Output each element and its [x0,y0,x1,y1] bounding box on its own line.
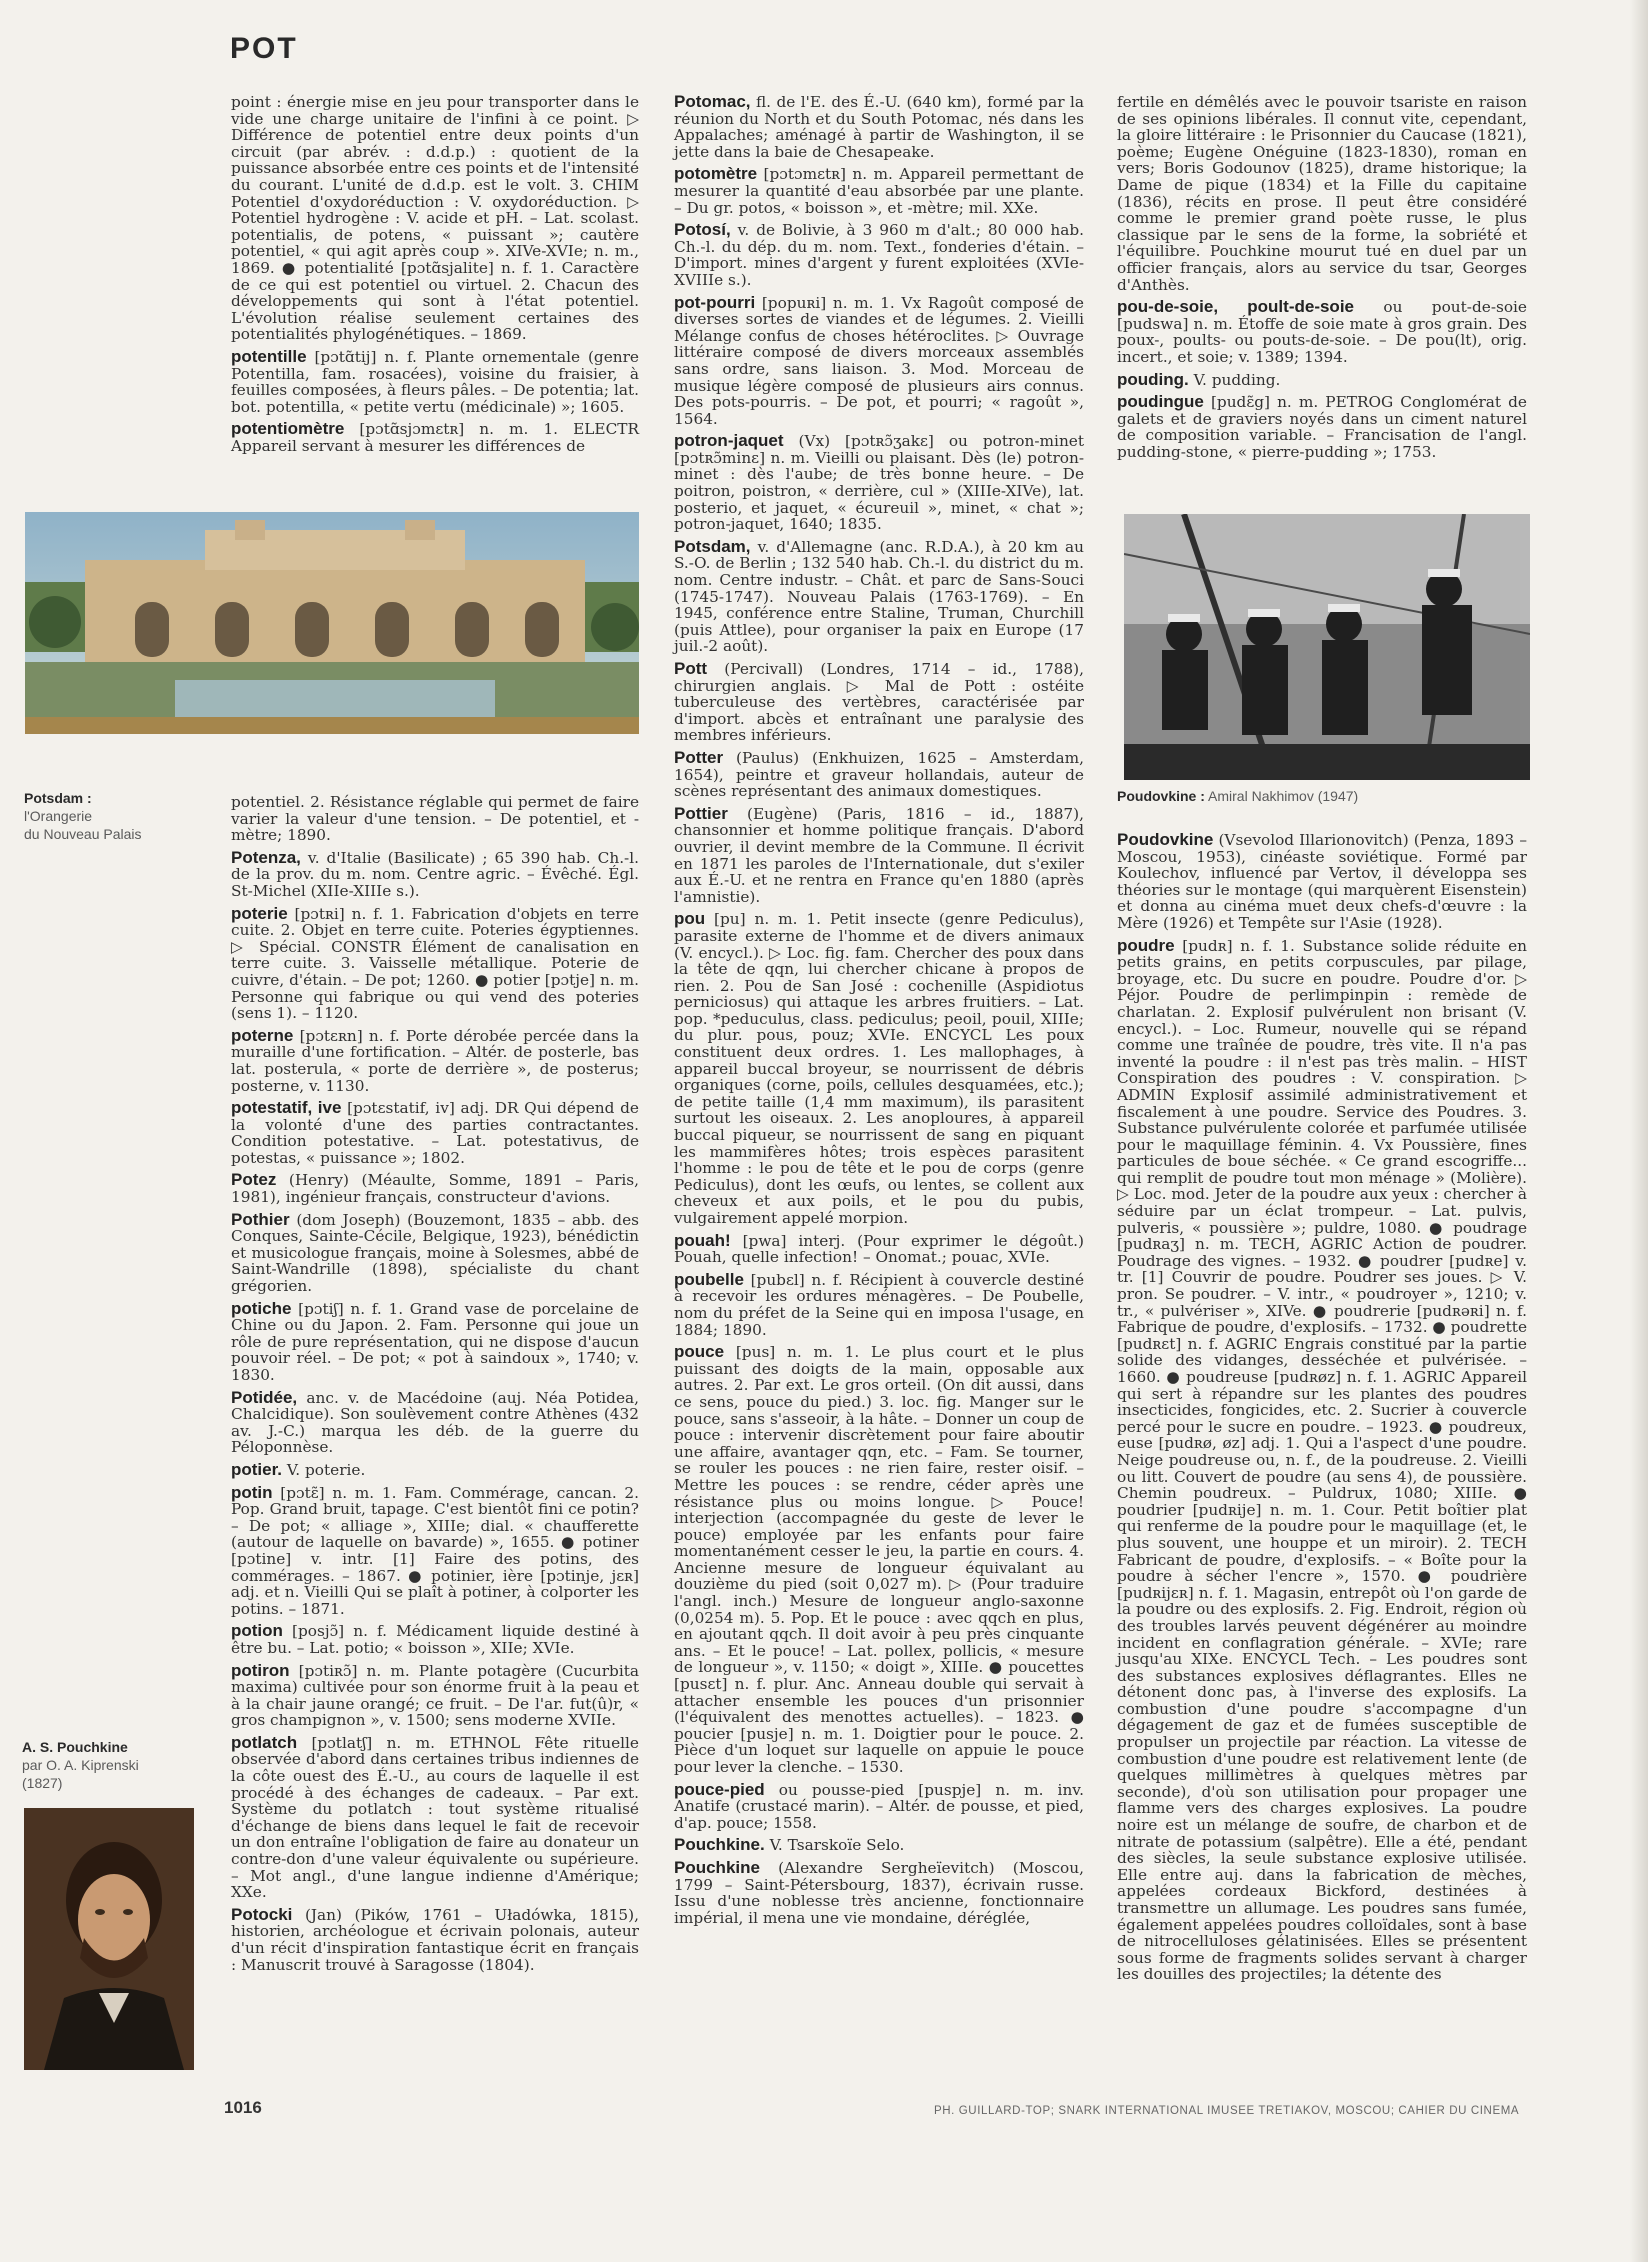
headword: Potocki [231,1904,293,1924]
definition: [pɔtiʃ] n. f. 1. Grand vase de porcelaine de Chine ou du Japon. 2. Fam. Personne qui joue un rôle de pure représentation, qui ne dispose d'aucun pouvoir réel. – De pot; « pot à saindoux », 1740; v. 1830. [231,1299,639,1384]
entry [674,1269,1084,1339]
column-1-bottom [231,794,639,1979]
headword: Pottier [674,803,728,823]
definition: [pɔtɛʀn] n. f. Porte dérobée percée dans la muraille d'une fortification. – Altér. de posterle, bas lat. posterula, « porte de derrière », de posterus; posterne, v. 1130. [231,1026,639,1095]
headword: Potsdam, [674,536,751,556]
definition: (Jan) (Pików, 1761 – Uładówka, 1815), historien, archéologue et écrivain polonais, auteur d'un récit d'inspiration fantastique écrit en français : Manuscrit trouvé à Saragosse (1804). [231,1905,639,1974]
definition: (Vx) [pɔtʀɔ̃ʒakɛ] ou potron-minet [pɔtʀɔ̃minɛ] n. m. Vieilli ou plaisant. Dès (le) potron-minet : dès l'aube; de très bonne heure. – De poitron, poistron, « derrière, cul » (XIIIe-XIVe), lat. posterio, et jaquet, « écureuil », minet, « chat »; potron-jaquet, 1640; 1835. [674,432,1084,534]
headword: potestatif, ive [231,1098,342,1118]
headword: potentiomètre [231,419,345,439]
entry [674,292,1084,428]
entry [1117,369,1527,389]
entry [674,166,1084,216]
entry [231,1387,639,1457]
headword: potiche [231,1298,292,1318]
entry [674,803,1084,906]
definition: [pɔtɔmɛtʀ] n. m. Appareil permettant de mesurer la quantité d'eau absorbée par une plante. – Du gr. potos, « boisson », et -mètre; mil. XXe. [674,165,1084,217]
caption-line: l'Orangerie [24,808,93,824]
entry [674,94,1084,160]
entry [231,346,639,416]
poudovkine-film-still [1124,514,1530,780]
definition: V. pudding. [1193,370,1281,389]
entry [231,1100,639,1166]
headword: pot-pourri [674,292,756,312]
definition: v. d'Allemagne (anc. R.D.A.), à 20 km au S.-O. de Berlin ; 132 540 hab. Ch.-l. du district du m. nom. Centre industr. – Chât. et parc de Sans-Souci (1745-1747). Nouveau Palais (1763-1769). – En 1945, conférence entre Staline, Truman, Churchill (puis Attlee), pour organiser la paix en Europe (17 juil.-2 août). [674,537,1084,656]
headword: potiron [231,1660,290,1680]
definition: [pɔtiʀɔ̃] n. m. Plante potagère (Cucurbita maxima) cultivée pour son énorme fruit à la peau et à la chair jaune orangé; ce fruit. – De l'ar. fut(û)r, « gros champignon », v. 1500; sens moderne XVIIe. [231,1661,639,1730]
entry [1117,394,1527,460]
definition: (Percivall) (Londres, 1714 – id., 1788), chirurgien anglais. ▷ Mal de Pott : ostéite tuberculeuse des vertèbres, caractérisée par d'import. abcès et entraînant une paralysie des membres inférieurs. [674,660,1084,745]
definition: [pɔtɛstatif, iv] adj. DR Qui dépend de la volonté d'une des parties contractantes. Condition potestative. – Lat. potestativus, de potestas, « puissance »; 1802. [231,1099,639,1167]
definition: ou pousse-pied [puspje] n. m. inv. Anatife (crustacé marin). – Altér. de pousse, et pied, d'ap. pouce; 1558. [674,1780,1084,1832]
headword: Potosí, [674,220,731,240]
headword: Pouchkine [674,1857,760,1877]
entry [231,1904,639,1974]
definition: V. Tsarskoïe Selo. [769,1836,905,1855]
pouchkine-caption [22,1738,222,1792]
definition: [pudɛ̃g] n. m. PETROG Conglomérat de galets et de graviers noyés dans un ciment naturel de composition variable. – Francisation de l'angl. pudding-stone, « pierre-pudding »; 1753. [1117,393,1527,461]
headword: poudingue [1117,392,1204,412]
entry [231,903,639,1023]
entry [231,1623,639,1656]
photo-credits: PH. GUILLARD-TOP; SNARK INTERNATIONAL IMUSEE TRETIAKOV, MOSCOU; CAHIER DU CINEMA [934,2105,1520,2117]
entry [674,1837,1084,1854]
headword: potentille [231,346,307,366]
headword: potier. [231,1459,283,1479]
entry [674,661,1084,744]
entry [674,222,1084,288]
column-1-top [231,94,639,460]
definition: [pus] n. m. 1. Le plus court et le plus puissant des doigts de la main, opposable aux autres. 2. Par ext. Le gros orteil. (On dit aussi, dans ce sens, pouce du pied.) 3. loc. fig. Manger sur le pouce, sans s'asseoir, à la hâte. – Donner un coup de pouce : intervenir discrètement pour faire aboutir une affaire, avantager qqn, etc. – Fam. Se tourner, se rouler les pouces : ne rien faire, rester oisif. – Mettre les pouces : se rendre, céder après une résistance plus ou moins longue. ▷ Pouce! interjection (accompagnée du geste de lever le pouce) employée par les enfants pour faire momentanément cesser le jeu, la partie en cours. 4. Ancienne mesure de longueur équivalant au douzième du pied (soit 0,027 m). ▷ (Pour traduire l'angl. inch.) Mesure de longueur anglo-saxonne (0,0254 m). 5. Pop. Et le pouce : avec qqch en plus, en ajoutant qqch. Il doit avoir à peu près cinquante ans. – Et le pouce! – Lat. pollex, pollicis, « mesure de longueur », v. 1150; « doigt », XIIIe. ● poucettes [pusɛt] n. f. plur. Anc. Anneau double qui servait à attacher ensemble les pouces d'un prisonnier (l'équivalent des menottes actuelles). – 1823. ● poucier [pusje] n. m. 1. Doigtier pour le pouce. 2. Pièce d'un loquet sur laquelle on appuie le pouce pour lever la clenche. – 1530. [674,1343,1084,1776]
headword: Potomac, [674,92,751,111]
running-head: POT [230,32,298,65]
definition: V. poterie. [286,1460,366,1479]
definition: [pudʀ] n. f. 1. Substance solide réduite en petits grains, en petits corpuscules, par pilage, broyage, etc. Du sucre en poudre. Poudre d'or. ▷ Péjor. Poudre de perlimpinpin : remède de charlatan. 2. Explosif pulvérulent non brisant (V. encycl.). – Loc. Rumeur, nouvelle qui se répand comme une traînée de poudre, très vite. Il n'a pas inventé la poudre : il n'est pas très malin. – HIST Conspiration des poudres : V. conspiration. ▷ ADMIN Explosif assimilé administrativement et fiscalement à une poudre. Service des Poudres. 3. Substance pulvérulente colorée et parfumée utilisée pour le maquillage féminin. 4. Vx Poussière, fines particules de boue séchée. « Ce grand escogriffe... qui remplit de poudre tout mon ménage » (Molière). ▷ Loc. mod. Jeter de la poudre aux yeux : chercher à séduire par un éclat trompeur. – Lat. pulvis, pulveris, « poussière »; puldre, 1080. ● poudrage [pudʀaʒ] n. m. TECH, AGRIC Action de poudrer. Poudrage des vignes. – 1932. ● poudrer [pudʀe] v. tr. [1] Couvrir de poudre. Poudrer ses joues. ▷ V. pron. Se poudrer. – V. intr., « poudroyer », 1210; v. tr., « pulvériser », XIVe. ● poudrerie [pudʀəʀi] n. f. Fabrique de poudre, d'explosifs. – 1732. ● poudrette [pudʀɛt] n. f. AGRIC Engrais constitué par la partie solide des vidanges, desséchée et pulvérisée. – 1660. ● poudreuse [pudʀøz] n. f. 1. AGRIC Appareil qui sert à répandre sur les plantes des poudres insecticides, fongicides, etc. 2. Sucrier à couvercle percé pour le sucre en poudre. – 1923. ● poudreux, euse [pudʀø, øz] adj. 1. Qui a l'aspect d'une poudre. Neige poudreuse ou, n. f., de la poudreuse. 2. Vieilli ou litt. Couvert de poudre (au sens 4), de poussière. Chemin poudreux. – Puldrux, 1080; XIIIe. ● poudrier [pudʀije] n. m. 1. Cour. Petit boîtier plat qui renferme de la poudre pour le maquillage (et, le plus souvent, une houppe et un miroir). 2. TECH Fabricant de poudre, d'explosifs. – « Boîte pour la poudre à sécher l'encre », 1570. ● poudrière [pudʀijɛʀ] n. f. 1. Magasin, entrepôt où l'on garde de la poudre ou des explosifs. 2. Fig. Endroit, région où des troubles larvés peuvent dégénérer au moindre incident en conflagration générale. – XVIe; rare jusqu'au XIXe. ENCYCL Tech. – Les poudres sont des substances explosives déflagrantes. Elles ne détonent donc pas, à l'inverse des explosifs. La combustion d'une poudre s'accompagne d'un dégagement de gaz et de fumées susceptible de propulser un projectile par réaction. La vitesse de combustion d'une poudre est relativement lente (de quelques millimètres à quelques mètres par seconde), d'où son utilisation pour propager une flamme vers des charges explosives. La poudre noire est un mélange de soufre, de charbon et de nitrate de potassium (salpêtre). Elle a été, pendant des siècles, la seule substance explosive utilisée. Elle entre auj. dans la fabrication de mèches, appelées cordeaux Bickford, destinées à transmettre un allumage. Les poudres sans fumée, également appelées poudres colloïdales, sont à base de nitrocelluloses gélatinisées. Elles se présentent sous forme de fragments solides servant à charger les douilles des projectiles; la détente des [1117,936,1527,1984]
entry [1117,832,1527,932]
definition: [pɔtlatʃ] n. m. ETHNOL Fête rituelle observée d'abord dans certaines tribus indiennes de la côte ouest des É.-U., au cours de laquelle il est procédé à des échanges de cadeaux. – Par ext. Système du potlatch : tout système ritualisé d'échange de biens dans lequel le fait de recevoir un don entraîne l'obligation de faire au donateur un contre-don d'une valeur équivalente ou supérieure. – Mot angl., d'une langue indienne d'Amérique; XXe. [231,1733,639,1902]
headword: pouah! [674,1230,731,1250]
entry [231,794,639,844]
column-3-bottom [1117,832,1527,1989]
headword: Pott [674,659,708,678]
caption-line: (1827) [22,1775,63,1791]
headword: Poudovkine [1117,830,1214,849]
entry [231,1298,639,1384]
definition: [posjɔ̃] n. f. Médicament liquide destiné à être bu. – Lat. potio; « boisson », XIIe; XVIe. [231,1622,639,1657]
pouchkine-portrait [24,1808,194,2070]
headword: Potenza, [231,847,301,867]
entry [231,1459,639,1479]
headword: poubelle [674,1269,744,1289]
entry [1117,935,1527,1984]
headword: potin [231,1482,273,1502]
definition: (Paulus) (Enkhuizen, 1625 – Amsterdam, 1654), peintre et graveur hollandais, auteur de scènes représentant des animaux domestiques. [674,748,1084,801]
entry [674,911,1084,1226]
entry [674,1779,1084,1832]
entry [231,1482,639,1618]
definition: [pubɛl] n. f. Récipient à couvercle destiné à recevoir les ordures ménagères. – De Poubelle, nom du préfet de la Seine qui en imposa l'usage, en 1884; 1890. [674,1270,1084,1339]
definition: [pu] n. m. 1. Petit insecte (genre Pediculus), parasite externe de l'homme et de divers animaux (V. encycl.). ▷ Loc. fig. fam. Chercher des poux dans la tête de qqn, lui chercher chicane à propos de rien. 2. Pou de San José : cochenille (Aspidiotus perniciosus) qui attaque les arbres fruitiers. – Lat. pop. *peduculus, class. pediculus; peoil, pouil, XIIIe; du plur. pous, pouz; XVIe. ENCYCL Les poux constituent deux ordres. 1. Les mallophages, à appareil buccal broyeur, se nourrissent de débris organiques (corne, poils, cellules desquamées, etc.); de petite taille (1,4 mm maximum), ils parasitent surtout les oiseaux. 2. Les anoploures, à appareil buccal piqueur, se nourrissent de sang en piquant les mammifères hôtes; trois espèces parasitent l'homme : le pou de tête et le pou de corps (genre Pediculus), dont les œufs, ou lentes, se collent aux cheveux et aux poils, et le pou du pubis, vulgairement appelé morpion. [674,910,1084,1227]
definition: (dom Joseph) (Bouzemont, 1835 – abb. des Conques, Sainte-Cécile, Belgique, 1923), bénédictin et musicologue français, moine à Solesmes, abbé de Saint-Wandrille (1898), spécialiste du chant grégorien. [231,1210,639,1296]
caption-line: par O. A. Kiprenski [22,1757,139,1773]
headword: pou-de-soie, poult-de-soie [1117,297,1354,317]
entry [674,1230,1085,1267]
definition: anc. v. de Macédoine (auj. Néa Potidea, Chalcidique). Son soulèvement contre Athènes (432 av. J.-C.) marqua les déb. de la guerre du Péloponnèse. [231,1388,639,1457]
definition: (Eugène) (Paris, 1816 – id., 1887), chansonnier et homme politique français. D'abord ouvrier, il devint membre de la Commune. Il écrivit en 1871 les paroles de l'Internationale, dut s'exiler aux É.-U. et ne rentra en France qu'en 1880 (après l'amnistie). [674,804,1084,906]
headword: Pouchkine. [674,1835,765,1855]
entry [674,1344,1084,1775]
definition: [pɔtɑ̃tij] n. f. Plante ornementale (genre Potentilla, fam. rosacées), voisine du fraisier, à feuilles composées, à fleurs pâles. – De potentia; lat. bot. potentilla, « petite vertu (médicinale) »; 1605. [231,347,639,416]
potsdam-caption [24,789,204,843]
entry [231,1209,639,1296]
entry [231,1732,639,1902]
definition: potentiel. 2. Résistance réglable qui permet de faire varier la valeur d'une tension. – De potentiel, et -mètre; 1890. [231,793,639,845]
headword: Potidée, [231,1387,298,1407]
headword: Potez [231,1170,277,1190]
definition: v. d'Italie (Basilicate) ; 65 390 hab. Ch.-l. de la prov. du m. nom. Centre agric. – Évêché. Égl. St-Michel (XIIe-XIIIe s.). [231,848,639,900]
caption-title: Potsdam : [24,790,92,806]
entry [231,1660,639,1730]
definition: (Henry) (Méaulte, Somme, 1891 – Paris, 1981), ingénieur français, constructeur d'avions. [231,1171,639,1207]
headword: Potter [674,747,724,767]
caption-line: Amiral Nakhimov (1947) [1208,788,1359,804]
page-edge [1630,0,1648,2262]
entry [674,433,1084,533]
headword: poudre [1117,935,1175,955]
entry [1117,94,1527,293]
page-number: 1016 [224,2098,262,2117]
headword: pouding. [1117,369,1189,389]
column-2 [674,94,1084,1932]
headword: Pothier [231,1209,290,1229]
headword: potlatch [231,1732,298,1752]
caption-title: Poudovkine : [1117,788,1205,804]
definition: fertile en démêlés avec le pouvoir tsariste en raison de ses opinions libérales. Il connut vite, cependant, la gloire littéraire : le Prisonnier du Caucase (1821), poème; Eugène Onéguine (1823-1830), roman en vers; Boris Godounov (1825), drame historique; la Dame de pique (1834) et la Fille du capitaine (1836), récits en prose. Il peut être considéré comme le premier grand poète russe, le plus classique par le sens de la forme, la sobriété et l'équilibre. Pouchkine mourut tué en duel par un officier français, alors au service du tsar, Georges d'Anthès. [1117,93,1527,294]
definition: (Vsevolod Illarionovitch) (Penza, 1893 – Moscou, 1953), cinéaste soviétique. Formé par Koulechov, influencé par Vertov, il développa ses théories sur le montage (qui marquèrent Eisenstein) et donna au cinéma muet deux chefs-d'œuvre : la Mère (1926) et Tempête sur l'Asie (1928). [1117,831,1527,932]
definition: fl. de l'E. des É.-U. (640 km), formé par la réunion du North et du South Potomac, nés dans les Appalaches; aménagé à partir de Washington, il se jette dans la baie de Chesapeake. [674,93,1084,161]
headword: poterie [231,903,288,923]
headword: poterne [231,1025,294,1045]
entry [1117,299,1527,365]
entry [231,847,639,900]
caption-title: A. S. Pouchkine [22,1739,128,1755]
entry [674,1857,1084,1927]
entry [231,421,639,454]
definition: (Alexandre Sergheïevitch) (Moscou, 1799 – Saint-Pétersbourg, 1837), écrivain russe. Issu d'une noblesse très ancienne, fonctionnaire impérial, il mena une vie mondaine, déréglée, [674,1858,1084,1927]
caption-line: du Nouveau Palais [24,826,142,842]
entry [231,94,639,343]
definition: [pwa] interj. (Pour exprimer le dégoût.) Pouah, quelle infection! – Onomat.; pouac, XVIe. [674,1231,1085,1267]
definition: v. de Bolivie, à 3 960 m d'alt.; 80 000 hab. Ch.-l. du dép. du m. nom. Text., fonderies d'étain. – D'import. mines d'argent y furent exploitées (XVIe-XVIIIe s.). [674,221,1084,289]
poudovkine-caption [1117,787,1537,805]
definition: [pɔtʀi] n. f. 1. Fabrication d'objets en terre cuite. 2. Objet en terre cuite. Poteries égyptiennes. ▷ Spécial. CONSTR Élément de canalisation en terre cuite. 3. Vaisselle métallique. Poterie de cuivre, d'étain. – De pot; 1260. ● potier [pɔtje] n. m. Personne qui fabrique ou qui vend des poteries (sens 1). – 1120. [231,904,639,1023]
headword: potion [231,1621,283,1641]
column-3-top [1117,94,1527,466]
potsdam-orangerie-photo [25,512,639,734]
definition: ou pout-de-soie [pudswa] n. m. Étoffe de soie mate à gros grain. Des poux-, poults- ou pouts-de-soie. – De pou(lt), orig. incert., et soie; v. 1389; 1394. [1117,298,1527,366]
headword: pou [674,909,706,929]
definition: [pɔtɑ̃sjɔmɛtʀ] n. m. 1. ELECTR Appareil servant à mesurer les différences de [231,420,639,455]
headword: potomètre [674,164,758,184]
headword: potron-jaquet [674,431,784,451]
entry [231,1172,639,1205]
entry [674,536,1084,656]
entry [231,1025,639,1095]
headword: pouce [674,1342,725,1362]
definition: [popuʀi] n. m. 1. Vx Ragoût composé de diverses sortes de viandes et de légumes. 2. Vieilli Mélange confus de choses hétéroclites. ▷ Ouvrage littéraire composé de divers morceaux assemblés sans ordre, sans liaison. 3. Mod. Morceau de musique légère composé de plusieurs airs connus. Des pots-pourris. – De pot, et pourri; « ragoût », 1564. [674,293,1084,428]
definition: point : énergie mise en jeu pour transporter dans le vide une charge unitaire de l'infini à ce point. ▷ Différence de potentiel entre deux points d'un circuit (par abrév. : d.d.p.) : quotient de la puissance absorbée entre ces points et de l'intensité du courant. L'unité de d.d.p. est le volt. 3. CHIM Potentiel d'oxydoréduction : V. oxydoréduction. ▷ Potentiel hydrogène : V. acide et pH. – Lat. scolast. potentialis, de potens, « puissant »; cautère potentiel, « qui agit après coup ». XIVe-XVIe; n. m., 1869. ● potentialité [pɔtɑ̃sjalite] n. f. 1. Caractère de ce qui est potentiel ou virtuel. 2. Chacun des développements qui sont à l'état potentiel. L'évolution réalise seulement certaines des potentialités phylogénétiques. – 1869. [231,93,639,344]
entry [674,747,1084,801]
definition: [pɔtɛ̃] n. m. 1. Fam. Commérage, cancan. 2. Pop. Grand bruit, tapage. C'est bientôt fini ce potin? – De pot; « alliage », XIIIe; dial. « chaufferette (autour de laquelle on bavarde) », 1655. ● potiner [pɔtine] v. intr. [1] Faire des potins, des commérages. – 1867. ● potinier, ière [pɔtinje, jɛʀ] adj. et n. Vieilli Qui se plaît à potiner, à colporter les potins. – 1871. [231,1483,639,1618]
headword: pouce-pied [674,1779,765,1799]
